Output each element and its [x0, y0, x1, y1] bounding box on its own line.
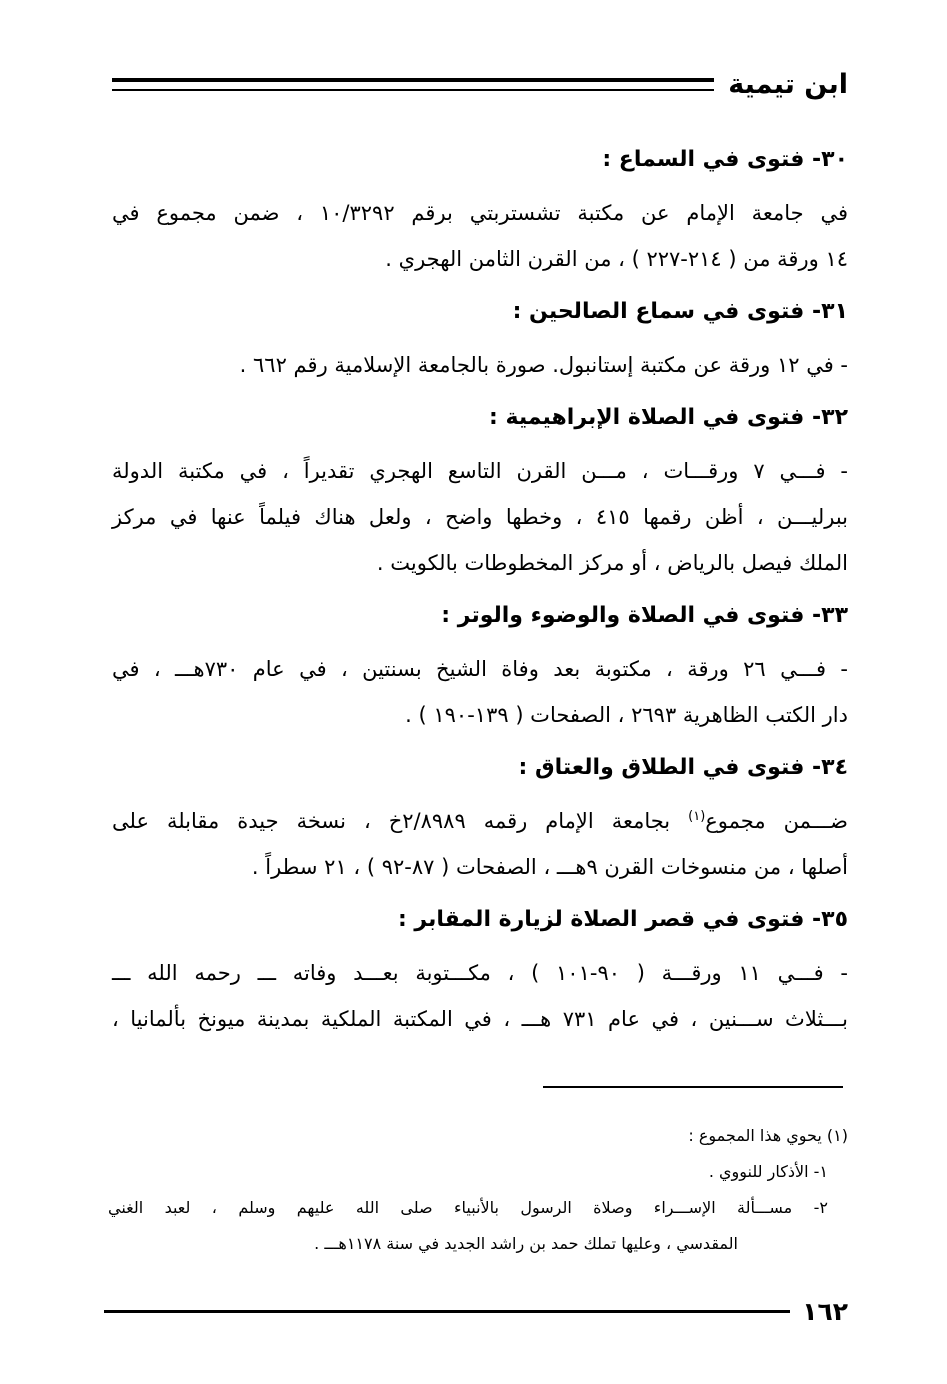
text-fragment: ضـــمن مجموع: [705, 809, 848, 833]
entry-body-31: [112, 342, 848, 388]
footnote-item: المقدسي ، وعليها تملك حمد بن راشد الجديد في سنة ١١٧٨هـــ .: [314, 1234, 738, 1253]
footnote-item: ١- الأذكار للنووي .: [708, 1162, 828, 1181]
entry-body-30: [112, 190, 848, 282]
text-line: ١٤ ورقة من ( ٢١٤-٢٢٧ ) ، من القرن الثامن الهجري .: [385, 247, 848, 271]
footer-rule: [104, 1310, 790, 1313]
footnote-intro-line: [108, 1118, 848, 1154]
text-line: الملك فيصل بالرياض ، أو مركز المخطوطات بالكويت .: [376, 551, 848, 575]
footnotes: [108, 1118, 848, 1262]
header-rule: [112, 78, 714, 91]
folio: [104, 1296, 848, 1326]
text-line: - فـــي ٧ ورقـــات ، مـــن القرن التاسع الهجري تقديراً ، في مكتبة الدولة: [112, 459, 848, 483]
running-title: ابن تيمية: [728, 68, 848, 100]
text-line: - في ١٢ ورقة عن مكتبة إستانبول. صورة بالجامعة الإسلامية رقم ٦٦٢ .: [239, 353, 848, 377]
text-line: - فـــي ١١ ورقـــة ( ٩٠-١٠١ ) ، مكـــتوبة بعـــد وفاته ـــ رحمه الله ـــ: [112, 961, 848, 985]
entry-body-34: [112, 798, 848, 890]
text-line: دار الكتب الظاهرية ٢٦٩٣ ، الصفحات ( ١٣٩-١٩٠ ) .: [405, 703, 848, 727]
footnote-reference[interactable]: (١): [688, 809, 706, 824]
entry-heading-33: ٣٣- فتوى في الصلاة والوضوء والوتر :: [441, 603, 848, 628]
entry-body-33: [112, 646, 848, 738]
footnote-item: ٢- مســـألة الإســـراء وصلاة الرسول بالأنبياء صلى الله عليهم وسلم ، لعبد الغني: [108, 1198, 828, 1217]
entry-body-32: [112, 448, 848, 586]
text-fragment: بجامعة الإمام رقمه ٢/٨٩٨٩خ ، نسخة جيدة مقابلة على: [112, 809, 689, 833]
main-text: [112, 140, 848, 1052]
text-line: [112, 798, 848, 844]
footnote-separator: [543, 1086, 843, 1088]
text-line: - فـــي ٢٦ ورقة ، مكتوبة بعد وفاة الشيخ بسنتين ، في عام ٧٣٠هـــ ، في: [112, 657, 848, 681]
entry-heading-30: ٣٠- فتوى في السماع :: [602, 147, 848, 172]
page-number: ١٦٢: [802, 1296, 848, 1326]
footnote-marker: (١): [826, 1126, 848, 1145]
footnote-intro: يحوي هذا المجموع :: [688, 1126, 822, 1145]
text-line: ببرليـــن ، أظن رقمها ٤١٥ ، وخطها واضح ، ولعل هناك فيلماً عنها في مركز: [112, 505, 848, 529]
running-header: [112, 62, 848, 106]
text-line: أصلها ، من منسوخات القرن ٩هـــ ، الصفحات ( ٨٧-٩٢ ) ، ٢١ سطراً .: [251, 855, 848, 879]
text-line: بـــثلاث ســـنين ، في عام ٧٣١ هـــ ، في المكتبة الملكية بمدينة ميونخ بألمانيا ،: [112, 1007, 848, 1031]
entry-heading-35: ٣٥- فتوى في قصر الصلاة لزيارة المقابر :: [397, 907, 848, 932]
text-line: في جامعة الإمام عن مكتبة تشستربتي برقم ١٠/٣٢٩٢ ، ضمن مجموع في: [112, 201, 848, 225]
entry-heading-34: ٣٤- فتوى في الطلاق والعتاق :: [518, 755, 848, 780]
entry-heading-31: ٣١- فتوى في سماع الصالحين :: [512, 299, 848, 324]
entry-body-35: [112, 950, 848, 1042]
entry-heading-32: ٣٢- فتوى في الصلاة الإبراهيمية :: [489, 405, 848, 430]
